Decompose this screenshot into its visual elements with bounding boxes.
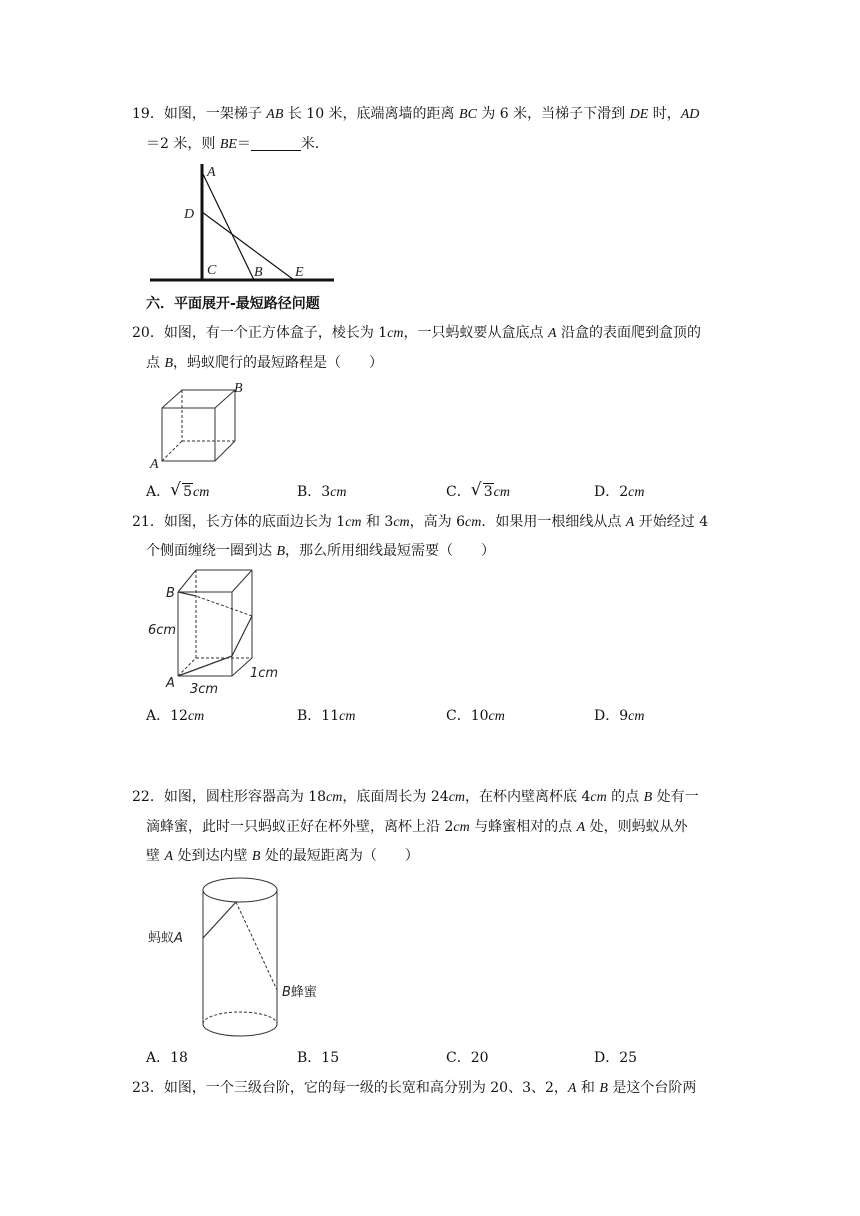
q20-option-b[interactable]: B．3cm xyxy=(297,484,347,500)
q23-line-1: 23．如图，一个三级台阶，它的每一级的长宽和高分别为 20、3、2，A 和 B 是这个台阶两 xyxy=(132,1080,697,1096)
ant-path-inner xyxy=(236,902,277,990)
cube-label-a: A xyxy=(150,457,159,472)
q22-option-b[interactable]: B．15 xyxy=(297,1050,340,1066)
q22-option-a[interactable]: A．18 xyxy=(146,1050,188,1066)
q22-option-c[interactable]: C．20 xyxy=(446,1050,489,1066)
cylinder-figure xyxy=(146,874,346,1044)
q22-line-2: 滴蜂蜜，此时一只蚂蚁正好在杯外壁，离杯上沿 2cm 与蜂蜜相对的点 A 处，则蚂蚁从外 xyxy=(146,819,688,835)
ladder-figure xyxy=(146,160,341,285)
cylinder-bottom-front xyxy=(203,1024,277,1036)
cube-figure xyxy=(148,380,248,472)
q22-line-3: 壁 A 处到达内壁 B 处的最短距离为（ ） xyxy=(146,848,419,864)
q21-option-a[interactable]: A．12cm xyxy=(146,708,205,724)
q21-option-d[interactable]: D．9cm xyxy=(594,708,645,724)
sqrt-sign: √ 5 xyxy=(170,480,193,500)
q20-line-2: 点 B，蚂蚁爬行的最短路程是（ ） xyxy=(146,355,384,371)
answer-blank[interactable] xyxy=(251,136,301,151)
q22-option-d[interactable]: D．25 xyxy=(594,1050,638,1066)
q20-option-a[interactable]: A． √ 5cm xyxy=(146,480,210,500)
section-heading: 六．平面展开-最短路径问题 xyxy=(146,296,320,312)
width-label: 3cm xyxy=(190,682,219,697)
cuboid-label-a: A xyxy=(166,676,175,691)
q19-line-2: ＝2 米，则 BE＝ 米． xyxy=(146,136,329,152)
label-d: D xyxy=(184,207,195,222)
cylinder-bottom-back xyxy=(203,1012,277,1024)
cube-label-b: B xyxy=(234,381,243,396)
depth-label: 1cm xyxy=(250,666,279,681)
cuboid-figure xyxy=(146,566,286,700)
height-label: 6cm xyxy=(148,623,177,638)
string-path xyxy=(178,656,232,676)
label-b: B xyxy=(254,265,263,280)
label-c: C xyxy=(207,263,217,278)
sqrt-sign: √ 3 xyxy=(470,480,493,500)
q21-option-c[interactable]: C．10cm xyxy=(446,708,505,724)
q20-option-d[interactable]: D．2cm xyxy=(594,484,645,500)
ant-path-outer xyxy=(203,902,236,938)
label-a: A xyxy=(207,165,216,180)
honey-label: B蜂蜜 xyxy=(282,985,317,1000)
label-e: E xyxy=(295,265,304,280)
q20-option-c[interactable]: C． √ 3cm xyxy=(446,480,510,500)
cuboid-label-b: B xyxy=(166,586,175,601)
q21-line-1: 21．如图，长方体的底面边长为 1cm 和 3cm，高为 6cm．如果用一根细线从点 A 开始经过 4 xyxy=(132,514,709,530)
q19-line-1: 19．如图，一架梯子 AB 长 10 米，底端离墙的距离 BC 为 6 米，当梯子下滑到 DE 时，AD xyxy=(132,106,700,122)
q22-line-1: 22．如图，圆柱形容器高为 18cm，底面周长为 24cm，在杯内壁离杯底 4cm 的点 B 处有一 xyxy=(132,789,699,805)
cylinder-top xyxy=(203,878,277,902)
q20-line-1: 20．如图，有一个正方体盒子，棱长为 1cm，一只蚂蚁要从盒底点 A 沿盒的表面爬到盒顶的 xyxy=(132,325,701,341)
q21-line-2: 个侧面缠绕一圈到达 B，那么所用细线最短需要（ ） xyxy=(146,543,496,559)
q21-option-b[interactable]: B．11cm xyxy=(297,708,356,724)
ant-label: 蚂蚁A xyxy=(148,931,183,946)
